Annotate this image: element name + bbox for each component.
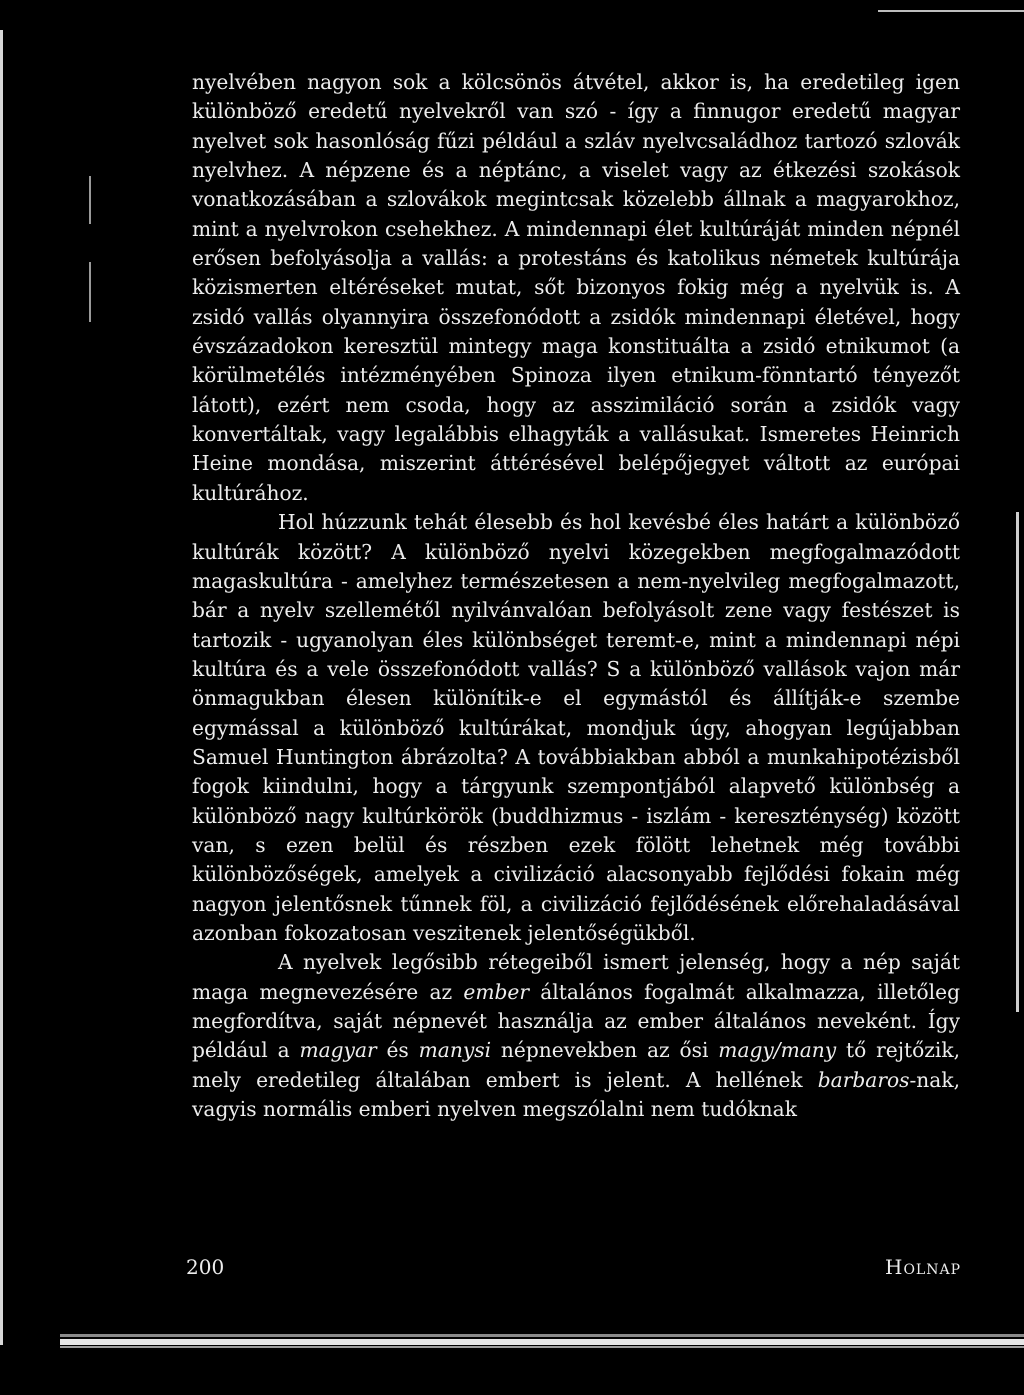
left-page-edge: [0, 30, 3, 1345]
text-run: A nyelvek legősibb rétegeiből ismert jelenség, hogy a nép saját maga megnevezésére az: [192, 950, 960, 1004]
top-rule: [878, 10, 1024, 12]
paragraph-1: nyelvében nagyon sok a kölcsönös átvétel, akkor is, ha eredetileg igen különböző eredetű nyelvekről van szó - így a finnugor eredetű magyar nyelvet sok hasonlóság fűzi például a szláv nyelvcsaládhoz tartozó szlovák nyelvhez. A népzene és a néptánc, a viselet vagy az étkezési szokások vonatkozásában a szlovákok megintcsak közelebb állnak a magyarokhoz, mint a nyelvrokon csehekhez. A mindennapi élet kultúráját minden népnél erősen befolyásolja a vallás: a protestáns és katolikus németek kultúrája közismerten eltéréseket mutat, sőt bizonyos fokig még a nyelvük is. A zsidó vallás olyannyira összefonódott a zsidók mindennapi életével, hogy évszázadokon keresztül mintegy maga konstituálta a zsidó etnikumot (a körülmetélés intézményében Spinoza ilyen etnikum-fönntartó tényezőt látott), ezért nem csoda, hogy az asszimiláció során a zsidók vagy konvertáltak, vagy legalábbis elhagyták a vallásukat. Ismeretes Heinrich Heine mondása, miszerint áttérésével belépőjegyet váltott az európai kultúrához.: [192, 70, 960, 505]
text-run: -nak, vagyis normális emberi nyelven megszólalni nem tudóknak: [192, 1067, 960, 1122]
italic-term: magy/many: [718, 1038, 837, 1063]
margin-mark: [89, 176, 91, 224]
journal-title: Holnap: [885, 1255, 961, 1279]
body-text: [192, 68, 960, 1124]
page-number: 200: [186, 1255, 225, 1279]
right-page-edge: [1016, 512, 1019, 1012]
scan-edge-band: [60, 1330, 1024, 1352]
paragraph-3: [192, 948, 960, 1124]
italic-term: barbaros: [817, 1067, 910, 1092]
text-run: népnevekben az ősi: [491, 1038, 719, 1063]
italic-term: manysi: [418, 1038, 492, 1063]
paragraph-2: Hol húzzunk tehát élesebb és hol kevésbé éles határt a különböző kultúrák között? A különböző nyelvi közegekben megfogalmazódott magaskultúra - amelyhez természetesen a nem-nyelvileg megfogalmazott, bár a nyelv szellemétől nyilvánvalóan befolyásolt zene vagy festészet is tartozik - ugyanolyan éles különbséget teremt-e, mint a mindennapi népi kultúra és a vele összefonódott vallás? S a különböző vallások vajon már önmagukban élesen különítik-e el egymástól és állítják-e szembe egymással a különböző kultúrákat, mondjuk úgy, ahogyan legújabban Samuel Huntington ábrázolta? A továbbiakban abból a munkahipotézisből fogok kiindulni, hogy a tárgyunk szempontjából alapvető különbség a különböző nagy kultúrkörök (buddhizmus - iszlám - kereszténység) között van, s ezen belül és részben ezek fölött lehetnek még további különbözőségek, amelyek a civilizáció alacsonyabb fejlődési fokain még nagyon jelentősnek tűnnek föl, a civilizáció fejlődésének előrehaladásával azonban fokozatosan veszitenek jelentőségükből.: [192, 510, 960, 945]
text-run: tő rejtőzik, mely eredetileg általában embert is jelent. A hellének: [192, 1038, 960, 1092]
margin-mark: [89, 262, 91, 322]
text-run: és: [376, 1038, 419, 1063]
text-run: általános fogalmát alkalmazza, illetőleg megfordítva, saját népnevét használja az ember általános neveként. Így például a: [192, 979, 960, 1063]
italic-term: magyar: [299, 1038, 377, 1063]
italic-term: ember: [463, 979, 529, 1004]
